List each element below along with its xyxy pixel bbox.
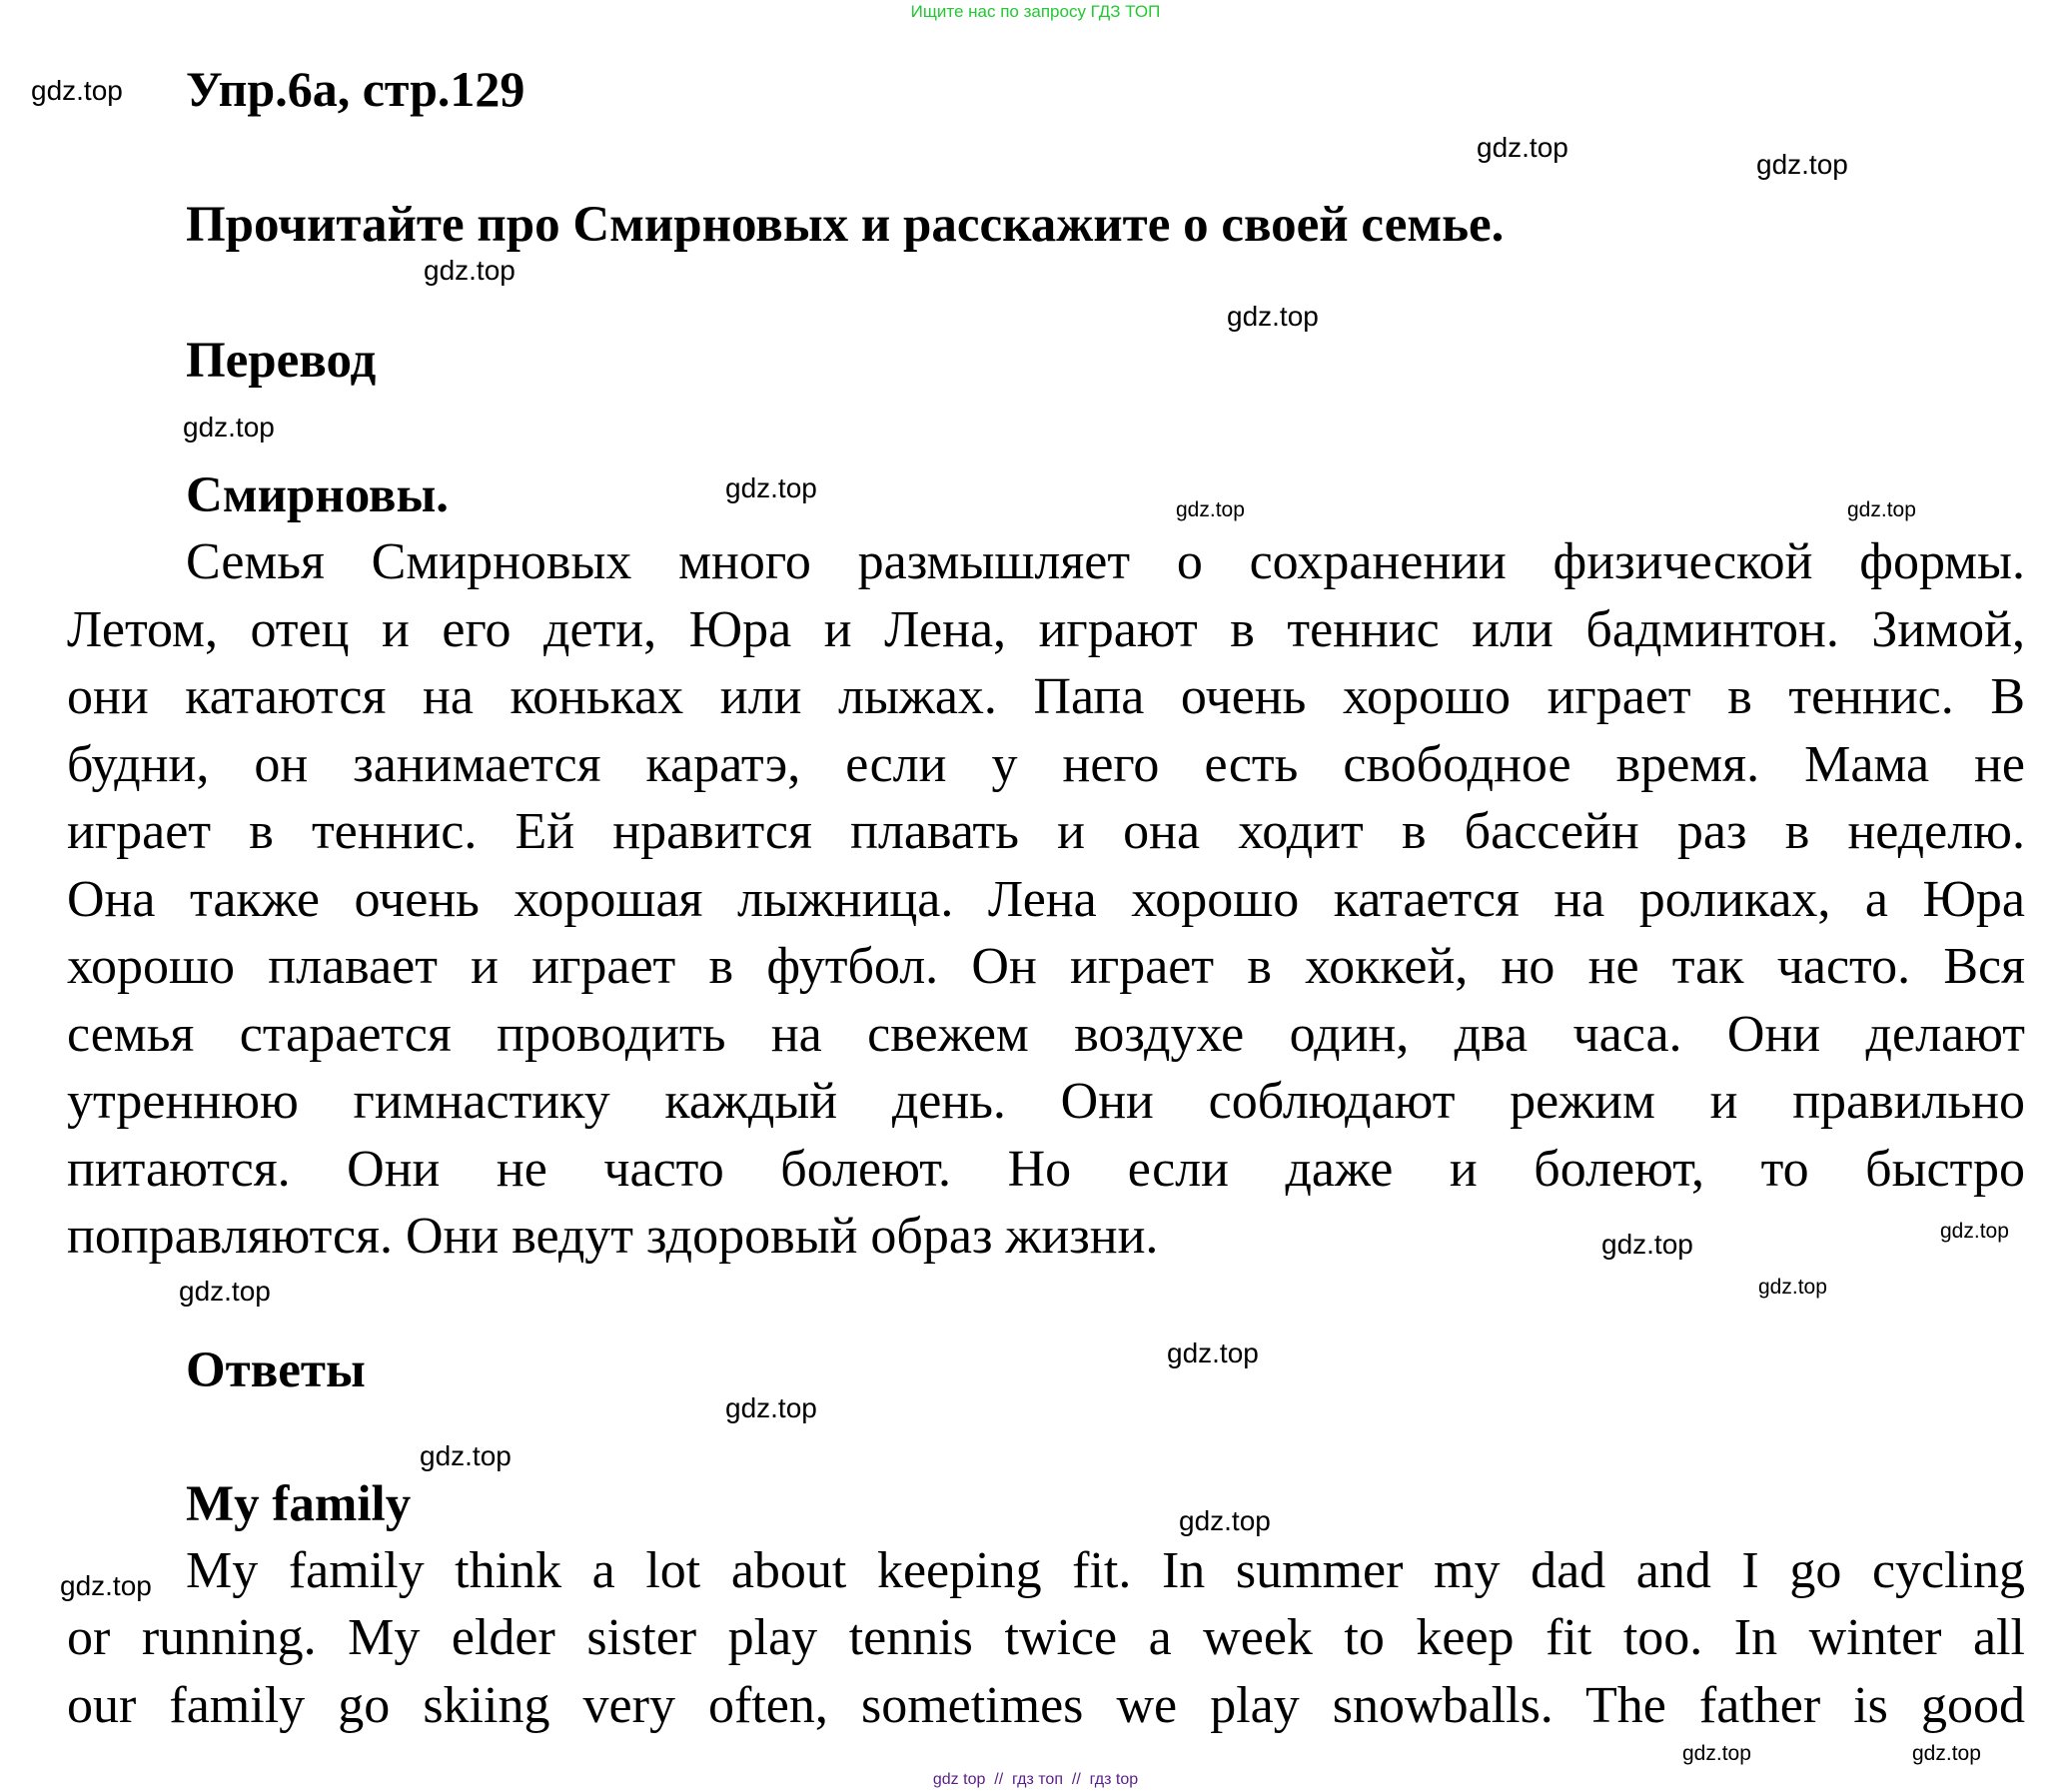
- text-line: Она также очень хорошая лыжница. Лена хорошо катается на роликах, а Юра: [67, 871, 2025, 928]
- text-line: они катаются на коньках или лыжах. Папа очень хорошо играет в теннис. В: [67, 668, 2025, 725]
- task-heading: Прочитайте про Смирновых и расскажите о своей семье.: [186, 197, 1505, 253]
- watermark: gdz.top: [60, 1570, 152, 1601]
- answer-title: My family: [186, 1476, 412, 1532]
- watermark: gdz.top: [1227, 301, 1319, 332]
- watermark: gdz.top: [725, 1392, 817, 1423]
- text-line: хорошо плавает и играет в футбол. Он играет в хоккей, но не так часто. Вся: [67, 938, 2025, 995]
- watermark: gdz.top: [1847, 498, 1916, 521]
- text-line: утреннюю гимнастику каждый день. Они соблюдают режим и правильно: [67, 1073, 2025, 1130]
- exercise-title: Упр.6а, стр.129: [186, 61, 525, 117]
- text-line: Летом, отец и его дети, Юра и Лена, играют в теннис или бадминтон. Зимой,: [67, 601, 2025, 658]
- text-line: семья старается проводить на свежем воздухе один, два часа. Они делают: [67, 1006, 2025, 1063]
- bottom-banner: gdz top // гдз топ // гдз top: [932, 1771, 1139, 1788]
- watermark: gdz.top: [1940, 1220, 2009, 1243]
- watermark: gdz.top: [420, 1440, 512, 1471]
- text-line: Семья Смирновых много размышляет о сохранении физической формы.: [186, 533, 2025, 590]
- text-line: or running. My elder sister play tennis twice a week to keep fit too. In winter all: [67, 1609, 2025, 1666]
- watermark: gdz.top: [1912, 1742, 1981, 1765]
- watermark: gdz.top: [1167, 1338, 1259, 1368]
- text-line: питаются. Они не часто болеют. Но если даже и болеют, то быстро: [67, 1141, 2025, 1198]
- watermark: gdz.top: [1176, 498, 1245, 521]
- watermark: gdz.top: [1179, 1505, 1271, 1536]
- text-line: My family think a lot about keeping fit. In summer my dad and I go cycling: [186, 1542, 2025, 1599]
- watermark: gdz.top: [1758, 1276, 1827, 1299]
- watermark: gdz.top: [31, 75, 123, 106]
- watermark: gdz.top: [1756, 149, 1848, 180]
- answers-heading: Ответы: [186, 1343, 366, 1398]
- translation-title: Смирновы.: [186, 467, 450, 523]
- watermark: gdz.top: [1682, 1742, 1751, 1765]
- watermark: gdz.top: [424, 255, 516, 286]
- watermark: gdz.top: [179, 1276, 271, 1307]
- watermark: gdz.top: [183, 412, 275, 443]
- watermark: gdz.top: [1477, 132, 1568, 163]
- text-line: поправляются. Они ведут здоровый образ жизни.: [67, 1208, 1159, 1265]
- text-line: our family go skiing very often, sometimes we play snowballs. The father is good: [67, 1677, 2025, 1734]
- watermark: gdz.top: [1601, 1229, 1693, 1260]
- translation-heading: Перевод: [186, 333, 377, 389]
- top-banner: Ищите нас по запросу ГДЗ ТОП: [910, 2, 1161, 21]
- text-line: будни, он занимается каратэ, если у него есть свободное время. Мама не: [67, 736, 2025, 793]
- watermark: gdz.top: [725, 472, 817, 503]
- text-line: играет в теннис. Ей нравится плавать и она ходит в бассейн раз в неделю.: [67, 803, 2025, 860]
